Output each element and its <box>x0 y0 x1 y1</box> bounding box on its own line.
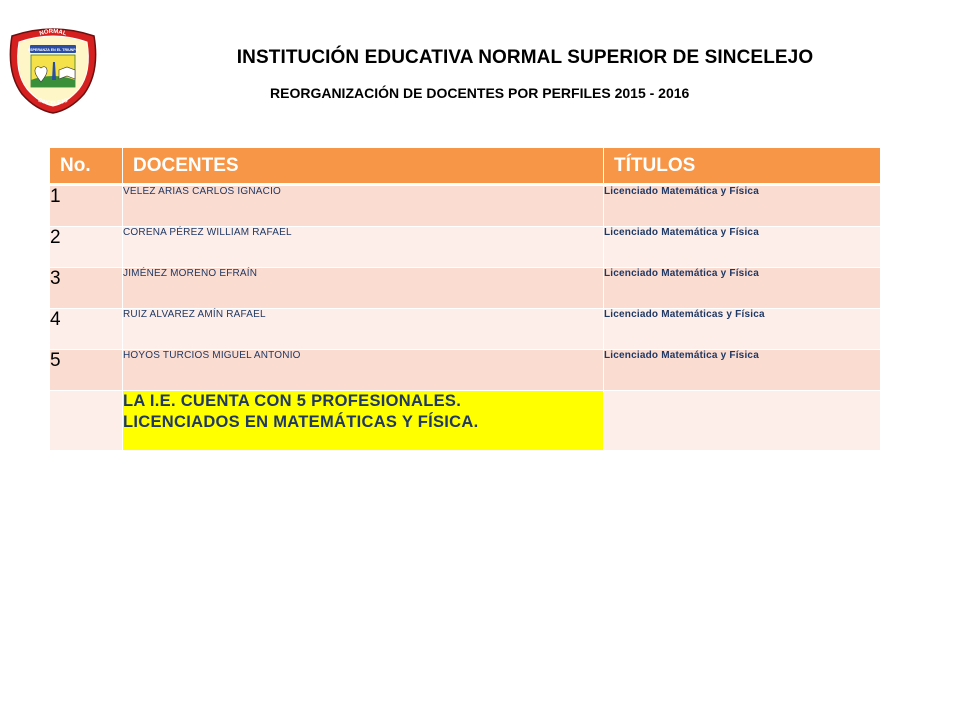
teacher-title: Licenciado Matemática y Física <box>604 227 881 268</box>
page-title: INSTITUCIÓN EDUCATIVA NORMAL SUPERIOR DE SINCELEJO <box>236 47 814 68</box>
seal-motto-text: ESPERANZA EN EL TRIUNFO <box>27 48 79 52</box>
row-number: 1 <box>50 186 123 227</box>
page-subtitle: REORGANIZACIÓN DE DOCENTES POR PERFILES 2015 - 2016 <box>270 85 690 101</box>
summary-note-line-2: LICENCIADOS EN MATEMÁTICAS Y FÍSICA. <box>123 413 479 431</box>
teacher-name: VELEZ ARIAS CARLOS IGNACIO <box>123 186 604 227</box>
table-row <box>50 186 881 227</box>
header-titulos: TÍTULOS <box>604 148 881 186</box>
teacher-name: CORENA PÉREZ WILLIAM RAFAEL <box>123 227 604 268</box>
header-docentes: DOCENTES <box>123 148 604 186</box>
table-row <box>50 350 881 391</box>
teacher-name: JIMÉNEZ MORENO EFRAÍN <box>123 268 604 309</box>
table-row <box>50 309 881 350</box>
summary-empty-cell <box>604 391 881 451</box>
row-number: 2 <box>50 227 123 268</box>
teacher-title: Licenciado Matemáticas y Física <box>604 309 881 350</box>
header-no: No. <box>50 148 123 186</box>
table-row <box>50 268 881 309</box>
summary-row <box>50 391 881 451</box>
teacher-title: Licenciado Matemática y Física <box>604 268 881 309</box>
table-row <box>50 227 881 268</box>
row-number: 4 <box>50 309 123 350</box>
teachers-table <box>50 148 881 451</box>
teacher-name: RUIZ ALVAREZ AMÍN RAFAEL <box>123 309 604 350</box>
seal-ring-text-top: NORMAL <box>38 28 68 38</box>
summary-note-line-1: LA I.E. CUENTA CON 5 PROFESIONALES. <box>123 392 462 410</box>
summary-note <box>123 391 604 451</box>
row-number: 5 <box>50 350 123 391</box>
row-number: 3 <box>50 268 123 309</box>
summary-empty-cell <box>50 391 123 451</box>
teacher-name: HOYOS TURCIOS MIGUEL ANTONIO <box>123 350 604 391</box>
teacher-title: Licenciado Matemática y Física <box>604 350 881 391</box>
table-header-row <box>50 148 881 186</box>
seal-ring-text-bottom: SINCELEJO <box>37 97 69 107</box>
teacher-title: Licenciado Matemática y Física <box>604 186 881 227</box>
